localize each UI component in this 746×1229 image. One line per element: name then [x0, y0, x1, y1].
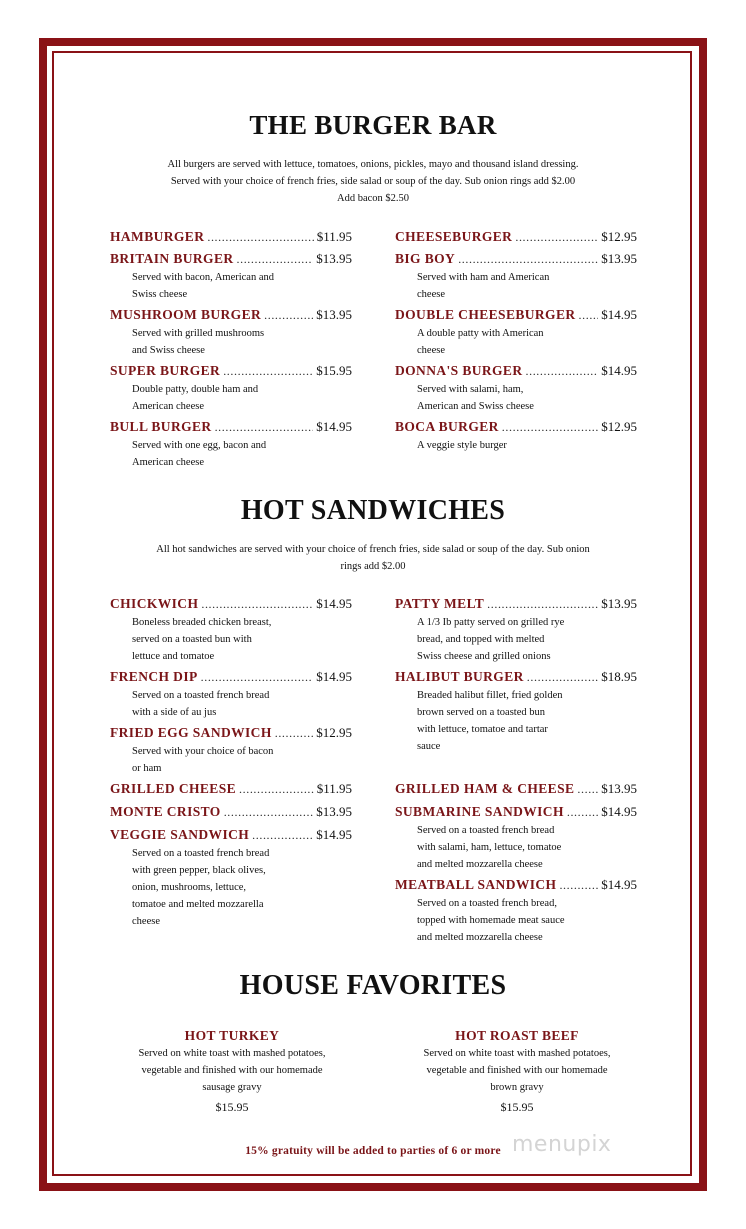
menu-item-description [110, 614, 352, 665]
description-line: brown served on a toasted bun [417, 707, 546, 718]
menu-item [110, 249, 352, 303]
description-line: Double patty, double ham and [132, 384, 259, 395]
menu-item-row [395, 667, 637, 687]
menu-item-name: MONTE CRISTO [110, 804, 221, 819]
intro-line: rings add $2.00 [340, 561, 406, 572]
menu-item [395, 249, 637, 303]
menu-item [110, 594, 352, 665]
menu-item-price: $14.95 [601, 804, 637, 819]
dot-leader [458, 250, 598, 269]
favorite-name: HOT TURKEY [184, 1028, 280, 1043]
description-line: A double patty with American [417, 328, 544, 339]
menu-item [395, 802, 637, 873]
menu-item-price: $12.95 [601, 229, 637, 244]
description-line: onion, mushrooms, lettuce, [132, 882, 247, 893]
menu-item-name: BULL BURGER [110, 419, 212, 434]
menu-item-name: DONNA'S BURGER [395, 363, 523, 378]
dot-leader [487, 595, 598, 614]
description-line: cheese [417, 345, 445, 356]
menu-item-description [110, 743, 352, 777]
description-line: and melted mozzarella cheese [417, 859, 543, 870]
dot-leader [224, 803, 314, 822]
description-line: topped with homemade meat sauce [417, 915, 565, 926]
section-title-house-favorites: HOUSE FAVORITES [239, 970, 507, 1001]
dot-leader [577, 780, 598, 799]
intro-line: Served with your choice of french fries, side salad or soup of the day. Sub onion rings add $2.00 [170, 176, 576, 187]
dot-leader [567, 803, 598, 822]
description-line: served on a toasted bun with [132, 634, 252, 645]
description-line: with salami, ham, lettuce, tomatoe [417, 842, 562, 853]
menu-item [395, 361, 637, 415]
menu-item-row [395, 875, 637, 895]
menu-item-price: $18.95 [601, 669, 637, 684]
menu-item-name: HAMBURGER [110, 229, 205, 244]
watermark-logo: menupix [512, 1132, 612, 1157]
menu-item-price: $13.95 [601, 596, 637, 611]
menu-item-row [395, 779, 637, 799]
description-line: American and Swiss cheese [417, 401, 534, 412]
menu-item-row [110, 417, 352, 437]
menu-item-row [395, 361, 637, 381]
dot-leader [264, 306, 313, 325]
menu-item-row [395, 305, 637, 325]
description-line: Served on white toast with mashed potatoes, [138, 1048, 326, 1059]
description-line: or ham [132, 763, 162, 774]
menu-item-description [395, 822, 637, 873]
favorite-item-hot-roast-beef [377, 1026, 657, 1117]
menu-item [395, 594, 637, 665]
menu-item-name: MUSHROOM BURGER [110, 307, 262, 322]
description-line: A veggie style burger [417, 440, 507, 451]
description-line: Served on a toasted french bread [132, 690, 270, 701]
section-intro-burger-bar [100, 156, 646, 207]
menu-item-price: $11.95 [316, 229, 352, 244]
menu-item [395, 227, 637, 247]
description-line: and Swiss cheese [132, 345, 205, 356]
dot-leader [579, 306, 599, 325]
menu-item-price: $15.95 [316, 363, 352, 378]
favorite-price: $15.95 [500, 1100, 534, 1114]
menu-item-description [110, 381, 352, 415]
dot-leader [526, 362, 599, 381]
description-line: Served on white toast with mashed potatoes, [423, 1048, 611, 1059]
menu-item-row [110, 667, 352, 687]
description-line: cheese [417, 289, 445, 300]
menu-item [110, 723, 352, 777]
menu-item-row [110, 361, 352, 381]
section-title-burger-bar: THE BURGER BAR [249, 110, 497, 140]
menu-item-name: FRIED EGG SANDWICH [110, 725, 272, 740]
description-line: Served with one egg, bacon and [132, 440, 267, 451]
menu-item [110, 667, 352, 721]
menu-item-price: $13.95 [316, 307, 352, 322]
dot-leader [215, 418, 314, 437]
menu-item-name: SUPER BURGER [110, 363, 221, 378]
menu-item [110, 227, 352, 247]
menu-item-row [110, 802, 352, 822]
menu-item-row [110, 825, 352, 845]
description-line: Swiss cheese [132, 289, 188, 300]
menu-item-description [395, 381, 637, 415]
menu-item-name: BOCA BURGER [395, 419, 499, 434]
menu-item [110, 361, 352, 415]
menu-item-name: CHICKWICH [110, 596, 199, 611]
description-line: Served on a toasted french bread [417, 825, 555, 836]
description-line: Breaded halibut fillet, fried golden [417, 690, 563, 701]
menu-item-price: $14.95 [601, 307, 637, 322]
dot-leader [252, 826, 313, 845]
menu-item [110, 305, 352, 359]
menu-item [395, 779, 637, 799]
menu-item-row [110, 305, 352, 325]
description-line: Swiss cheese and grilled onions [417, 651, 551, 662]
menu-item-description [110, 845, 352, 930]
menu-item-row [395, 594, 637, 614]
menu-item-description [395, 437, 637, 454]
intro-line: All hot sandwiches are served with your choice of french fries, side salad or soup of the day. Sub onion [156, 544, 590, 555]
description-line: Served on a toasted french bread [132, 848, 270, 859]
menu-item [395, 667, 637, 755]
menu-item [110, 825, 352, 930]
menu-item [395, 875, 637, 946]
menu-item-price: $13.95 [316, 251, 352, 266]
menu-item-name: VEGGIE SANDWICH [110, 827, 250, 842]
menu-item-row [395, 417, 637, 437]
description-line: vegetable and finished with our homemade [141, 1065, 323, 1076]
favorite-name: HOT ROAST BEEF [455, 1028, 579, 1043]
menu-item-price: $12.95 [316, 725, 352, 740]
section-title-hot-sandwiches: HOT SANDWICHES [240, 495, 506, 526]
menu-item-row [110, 779, 352, 799]
menu-item-price: $14.95 [316, 669, 352, 684]
menu-item-price: $13.95 [601, 781, 637, 796]
description-line: tomatoe and melted mozzarella [132, 899, 264, 910]
dot-leader [239, 780, 314, 799]
dot-leader [207, 228, 313, 247]
menu-item-price: $12.95 [601, 419, 637, 434]
description-line: Served on a toasted french bread, [417, 898, 557, 909]
dot-leader [201, 595, 313, 614]
menu-item-name: BIG BOY [395, 251, 456, 266]
dot-leader [223, 362, 313, 381]
description-line: Boneless breaded chicken breast, [132, 617, 272, 628]
menu-item-name: PATTY MELT [395, 596, 485, 611]
menu-item [395, 417, 637, 454]
favorite-item-hot-turkey [92, 1026, 372, 1117]
menu-item-row [110, 723, 352, 743]
menu-item [110, 779, 352, 799]
menu-item-row [395, 249, 637, 269]
menu-item-name: HALIBUT BURGER [395, 669, 524, 684]
description-line: Served with salami, ham, [417, 384, 524, 395]
description-line: sausage gravy [202, 1082, 262, 1093]
menu-item-price: $13.95 [601, 251, 637, 266]
description-line: Served with ham and American [417, 272, 550, 283]
description-line: and melted mozzarella cheese [417, 932, 543, 943]
favorite-description [377, 1045, 657, 1096]
menu-item-description [110, 437, 352, 471]
intro-line: Add bacon $2.50 [336, 193, 410, 204]
menu-item-description [395, 687, 637, 755]
intro-line: All burgers are served with lettuce, tomatoes, onions, pickles, mayo and thousand island dressing. [167, 159, 579, 170]
gratuity-note: 15% gratuity will be added to parties of 6 or more [245, 1145, 501, 1157]
favorite-description [92, 1045, 372, 1096]
menu-item-price: $14.95 [601, 877, 637, 892]
description-line: with a side of au jus [132, 707, 217, 718]
description-line: vegetable and finished with our homemade [426, 1065, 608, 1076]
menu-item-row [110, 594, 352, 614]
menu-item-row [395, 227, 637, 247]
menu-item [110, 802, 352, 822]
section-intro-hot-sandwiches [100, 541, 646, 575]
dot-leader [559, 876, 598, 895]
menu-item-description [110, 325, 352, 359]
menu-item-price: $14.95 [316, 596, 352, 611]
menu-item-row [110, 249, 352, 269]
menu-item-description [395, 325, 637, 359]
description-line: Served with your choice of bacon [132, 746, 274, 757]
favorite-price: $15.95 [215, 1100, 249, 1114]
menu-item-price: $14.95 [601, 363, 637, 378]
menu-item-name: SUBMARINE SANDWICH [395, 804, 564, 819]
description-line: lettuce and tomatoe [132, 651, 215, 662]
menu-item-price: $13.95 [316, 804, 352, 819]
dot-leader [275, 724, 314, 743]
menu-item-name: CHEESEBURGER [395, 229, 513, 244]
menu-item-price: $14.95 [316, 419, 352, 434]
description-line: Served with grilled mushrooms [132, 328, 265, 339]
menu-item-name: FRENCH DIP [110, 669, 198, 684]
dot-leader [515, 228, 598, 247]
menu-item-description [395, 895, 637, 946]
menu-item-row [110, 227, 352, 247]
menu-item [395, 305, 637, 359]
description-line: American cheese [132, 457, 204, 468]
menu-item-row [395, 802, 637, 822]
dot-leader [527, 668, 598, 687]
description-line: with green pepper, black olives, [132, 865, 266, 876]
description-line: brown gravy [490, 1082, 544, 1093]
description-line: with lettuce, tomatoe and tartar [417, 724, 548, 735]
description-line: Served with bacon, American and [132, 272, 274, 283]
dot-leader [502, 418, 598, 437]
menu-item-price: $11.95 [316, 781, 352, 796]
dot-leader [237, 250, 314, 269]
menu-item-name: BRITAIN BURGER [110, 251, 234, 266]
menu-item-description [395, 614, 637, 665]
menu-item-description [395, 269, 637, 303]
description-line: cheese [132, 916, 160, 927]
menu-item-name: DOUBLE CHEESEBURGER [395, 307, 576, 322]
menu-item-description [110, 687, 352, 721]
description-line: A 1/3 Ib patty served on grilled rye [417, 617, 565, 628]
menu-item [110, 417, 352, 471]
description-line: sauce [417, 741, 441, 752]
menu-item-name: GRILLED HAM & CHEESE [395, 781, 575, 796]
description-line: bread, and topped with melted [417, 634, 545, 645]
description-line: American cheese [132, 401, 204, 412]
menu-item-name: MEATBALL SANDWICH [395, 877, 557, 892]
menu-item-price: $14.95 [316, 827, 352, 842]
dot-leader [201, 668, 314, 687]
menu-item-description [110, 269, 352, 303]
menu-item-name: GRILLED CHEESE [110, 781, 237, 796]
